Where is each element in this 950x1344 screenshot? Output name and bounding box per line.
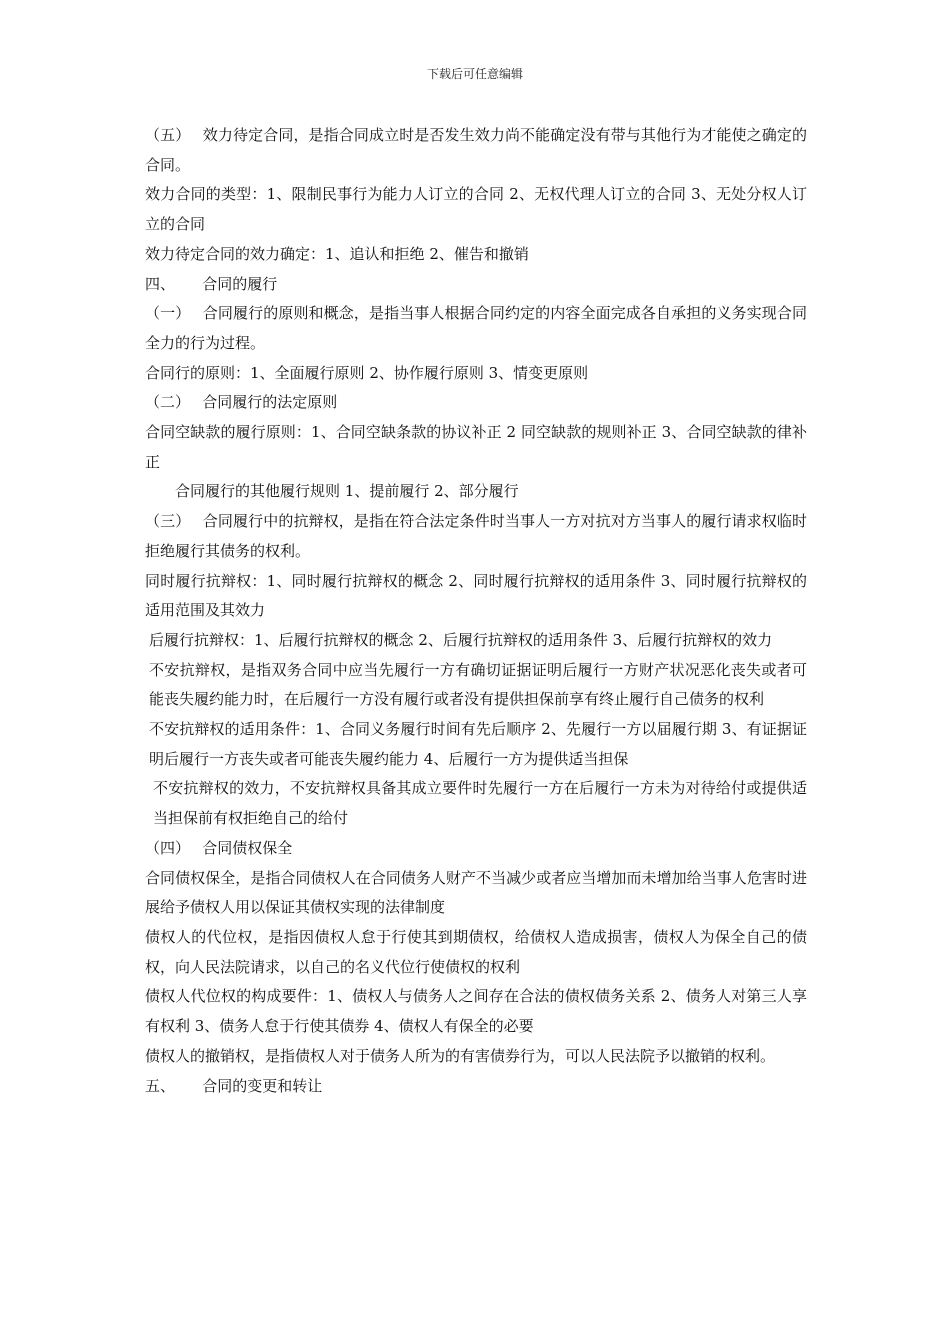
paragraph: （三） 合同履行中的抗辩权，是指在符合法定条件时当事人一方对抗对方当事人的履行请求权临时拒绝履行其债务的权利。 [145,512,807,560]
section-heading: 五、 合同的变更和转让 [145,1076,323,1095]
paragraph: 合同空缺款的履行原则：1、合同空缺条款的协议补正 2 同空缺款的规则补正 3、合同空缺款的律补正 [145,423,807,471]
page-header: 下载后可任意编辑 [426,67,523,81]
paragraph: 合同履行的其他履行规则 1、提前履行 2、部分履行 [175,482,519,501]
paragraph: 合同债权保全，是指合同债权人在合同债务人财产不当减少或者应当增加而未增加给当事人危害时进展给予债权人用以保证其债权实现的法律制度 [145,868,807,917]
section-heading: 四、 合同的履行 [145,274,278,293]
paragraph: 债权人代位权的构成要件：1、债权人与债务人之间存在合法的债权债务关系 2、债务人对第三人享有权利 3、债务人怠于行使其债券 4、债权人有保全的必要 [145,987,807,1036]
paragraph: 效力合同的类型：1、限制民事行为能力人订立的合同 2、无权代理人订立的合同 3、无处分权人订立的合同 [145,185,807,234]
document-body [145,121,807,1101]
paragraph: 同时履行抗辩权：1、同时履行抗辩权的概念 2、同时履行抗辩权的适用条件 3、同时履行抗辩权的适用范围及其效力 [145,571,807,620]
paragraph: 不安抗辩权的适用条件：1、合同义务履行时间有先后顺序 2、先履行一方以届履行期 3、有证据证明后履行一方丧失或者可能丧失履约能力 4、后履行一方为提供适当担保 [149,720,807,768]
paragraph: 债权人的代位权，是指因债权人怠于行使其到期债权，给债权人造成损害，债权人为保全自己的债权，向人民法院请求，以自己的名义代位行使债权的权利 [145,927,807,976]
paragraph: 效力待定合同的效力确定：1、追认和拒绝 2、催告和撤销 [145,244,529,263]
paragraph: 后履行抗辩权：1、后履行抗辩权的概念 2、后履行抗辩权的适用条件 3、后履行抗辩权的效力 [149,630,773,649]
subsection-heading: （二） 合同履行的法定原则 [145,393,338,412]
paragraph: （一） 合同履行的原则和概念，是指当事人根据合同约定的内容全面完成各自承担的义务实现合同全力的行为过程。 [145,304,807,352]
paragraph: 债权人的撤销权，是指债权人对于债务人所为的有害债券行为，可以人民法院予以撤销的权利。 [145,1046,776,1065]
paragraph: 不安抗辩权的效力，不安抗辩权具备其成立要件时先履行一方在后履行一方未为对待给付或提供适当担保前有权拒绝自己的给付 [153,779,807,828]
paragraph: 不安抗辩权，是指双务合同中应当先履行一方有确切证据证明后履行一方财产状况恶化丧失或者可能丧失履约能力时，在后履行一方没有履行或者没有提供担保前享有终止履行自己债务的权利 [149,660,807,709]
paragraph: （五） 效力待定合同，是指合同成立时是否发生效力尚不能确定没有带与其他行为才能使之确定的合同。 [145,126,807,174]
paragraph: 合同行的原则：1、全面履行原则 2、协作履行原则 3、情变更原则 [145,363,589,382]
subsection-heading: （四） 合同债权保全 [145,838,293,857]
